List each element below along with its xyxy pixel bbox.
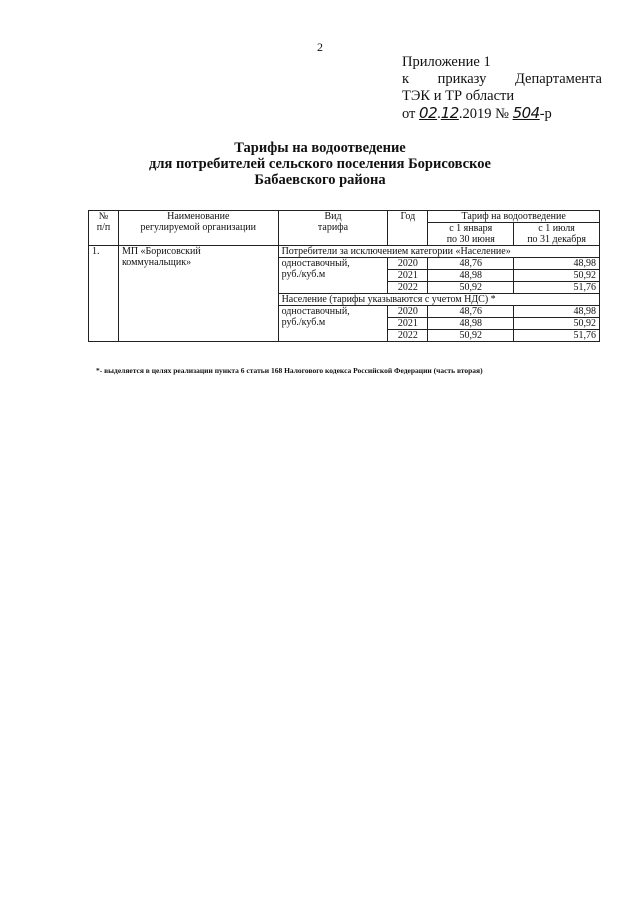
header-text: с 1 января xyxy=(449,223,493,234)
appendix-order-line xyxy=(402,71,602,88)
tariff-type-text: руб./куб.м xyxy=(281,317,326,328)
header-tariff: Тариф на водоотведение xyxy=(428,211,600,223)
header-tariff-type xyxy=(278,211,388,246)
tariff-type-text: одноставочный, xyxy=(281,258,350,269)
row-number: 1. xyxy=(89,246,119,342)
header-text: Наименование xyxy=(167,211,230,222)
header-period-1 xyxy=(428,223,514,246)
year-cell: 2020 xyxy=(388,306,428,318)
appendix-word: приказу xyxy=(437,71,487,87)
header-text: № xyxy=(98,211,109,222)
tariff-type xyxy=(278,258,388,294)
date-prefix: от xyxy=(402,106,416,122)
date-year: .2019 xyxy=(458,106,492,122)
organization-text: коммунальщик» xyxy=(121,257,192,268)
header-organization xyxy=(118,211,278,246)
tariff-value: 50,92 xyxy=(514,318,600,330)
year-cell: 2020 xyxy=(388,258,428,270)
date-separator: . xyxy=(437,106,441,122)
appendix-department: ТЭК и ТР области xyxy=(402,88,515,104)
year-cell: 2022 xyxy=(388,330,428,342)
year-cell: 2021 xyxy=(388,270,428,282)
header-text: по 30 июня xyxy=(446,234,495,245)
date-day: 02 xyxy=(419,104,438,122)
order-number: 504 xyxy=(512,104,540,122)
number-prefix: № xyxy=(495,106,509,122)
tariff-type-text: руб./куб.м xyxy=(281,269,326,280)
tariff-value: 48,98 xyxy=(514,258,600,270)
tariff-type-text: одноставочный, xyxy=(281,306,350,317)
header-text: Вид xyxy=(324,211,342,222)
category-label: Потребители за исключением категории «Население» xyxy=(278,246,599,258)
header-text: тарифа xyxy=(317,222,349,233)
organization-name xyxy=(118,246,278,342)
appendix-word: Департамента xyxy=(514,71,602,87)
tariff-value: 50,92 xyxy=(514,270,600,282)
organization-text: МП «Борисовский xyxy=(121,246,201,257)
header-year: Год xyxy=(388,211,428,246)
title-line: Тарифы на водоотведение xyxy=(234,140,406,156)
tariff-value: 51,76 xyxy=(514,282,600,294)
category-label: Население (тарифы указываются с учетом НДС) * xyxy=(278,294,599,306)
tariff-value: 48,98 xyxy=(428,270,514,282)
table-row xyxy=(89,246,600,258)
year-cell: 2022 xyxy=(388,282,428,294)
appendix-title: Приложение 1 xyxy=(402,54,491,70)
tariff-value: 51,76 xyxy=(514,330,600,342)
tariff-value: 48,76 xyxy=(428,258,514,270)
number-suffix: -р xyxy=(539,106,552,122)
appendix-word: к xyxy=(402,71,410,87)
appendix-date-number xyxy=(402,105,602,123)
header-text: с 1 июля xyxy=(538,223,575,234)
header-text: регулируемой организации xyxy=(140,222,256,233)
header-text: п/п xyxy=(96,222,111,233)
tariff-value: 48,98 xyxy=(514,306,600,318)
tariff-value: 50,92 xyxy=(428,282,514,294)
tariff-value: 48,98 xyxy=(428,318,514,330)
header-number xyxy=(89,211,119,246)
appendix-block xyxy=(402,54,602,123)
title-line: Бабаевского района xyxy=(254,172,386,188)
tariff-value: 50,92 xyxy=(428,330,514,342)
footnote: *- выделяется в целях реализации пункта 6 статьи 168 Налогового кодекса Российской Федерации (часть вторая) xyxy=(96,366,483,375)
tariff-type xyxy=(278,306,388,342)
document-title xyxy=(0,140,640,188)
date-month: 12 xyxy=(440,104,459,122)
tariff-value: 48,76 xyxy=(428,306,514,318)
page-number: 2 xyxy=(317,40,323,54)
header-period-2 xyxy=(514,223,600,246)
tariff-table xyxy=(88,210,600,342)
header-text: по 31 декабря xyxy=(527,234,586,245)
title-line: для потребителей сельского поселения Борисовское xyxy=(149,156,491,172)
year-cell: 2021 xyxy=(388,318,428,330)
table-header-row xyxy=(89,211,600,223)
